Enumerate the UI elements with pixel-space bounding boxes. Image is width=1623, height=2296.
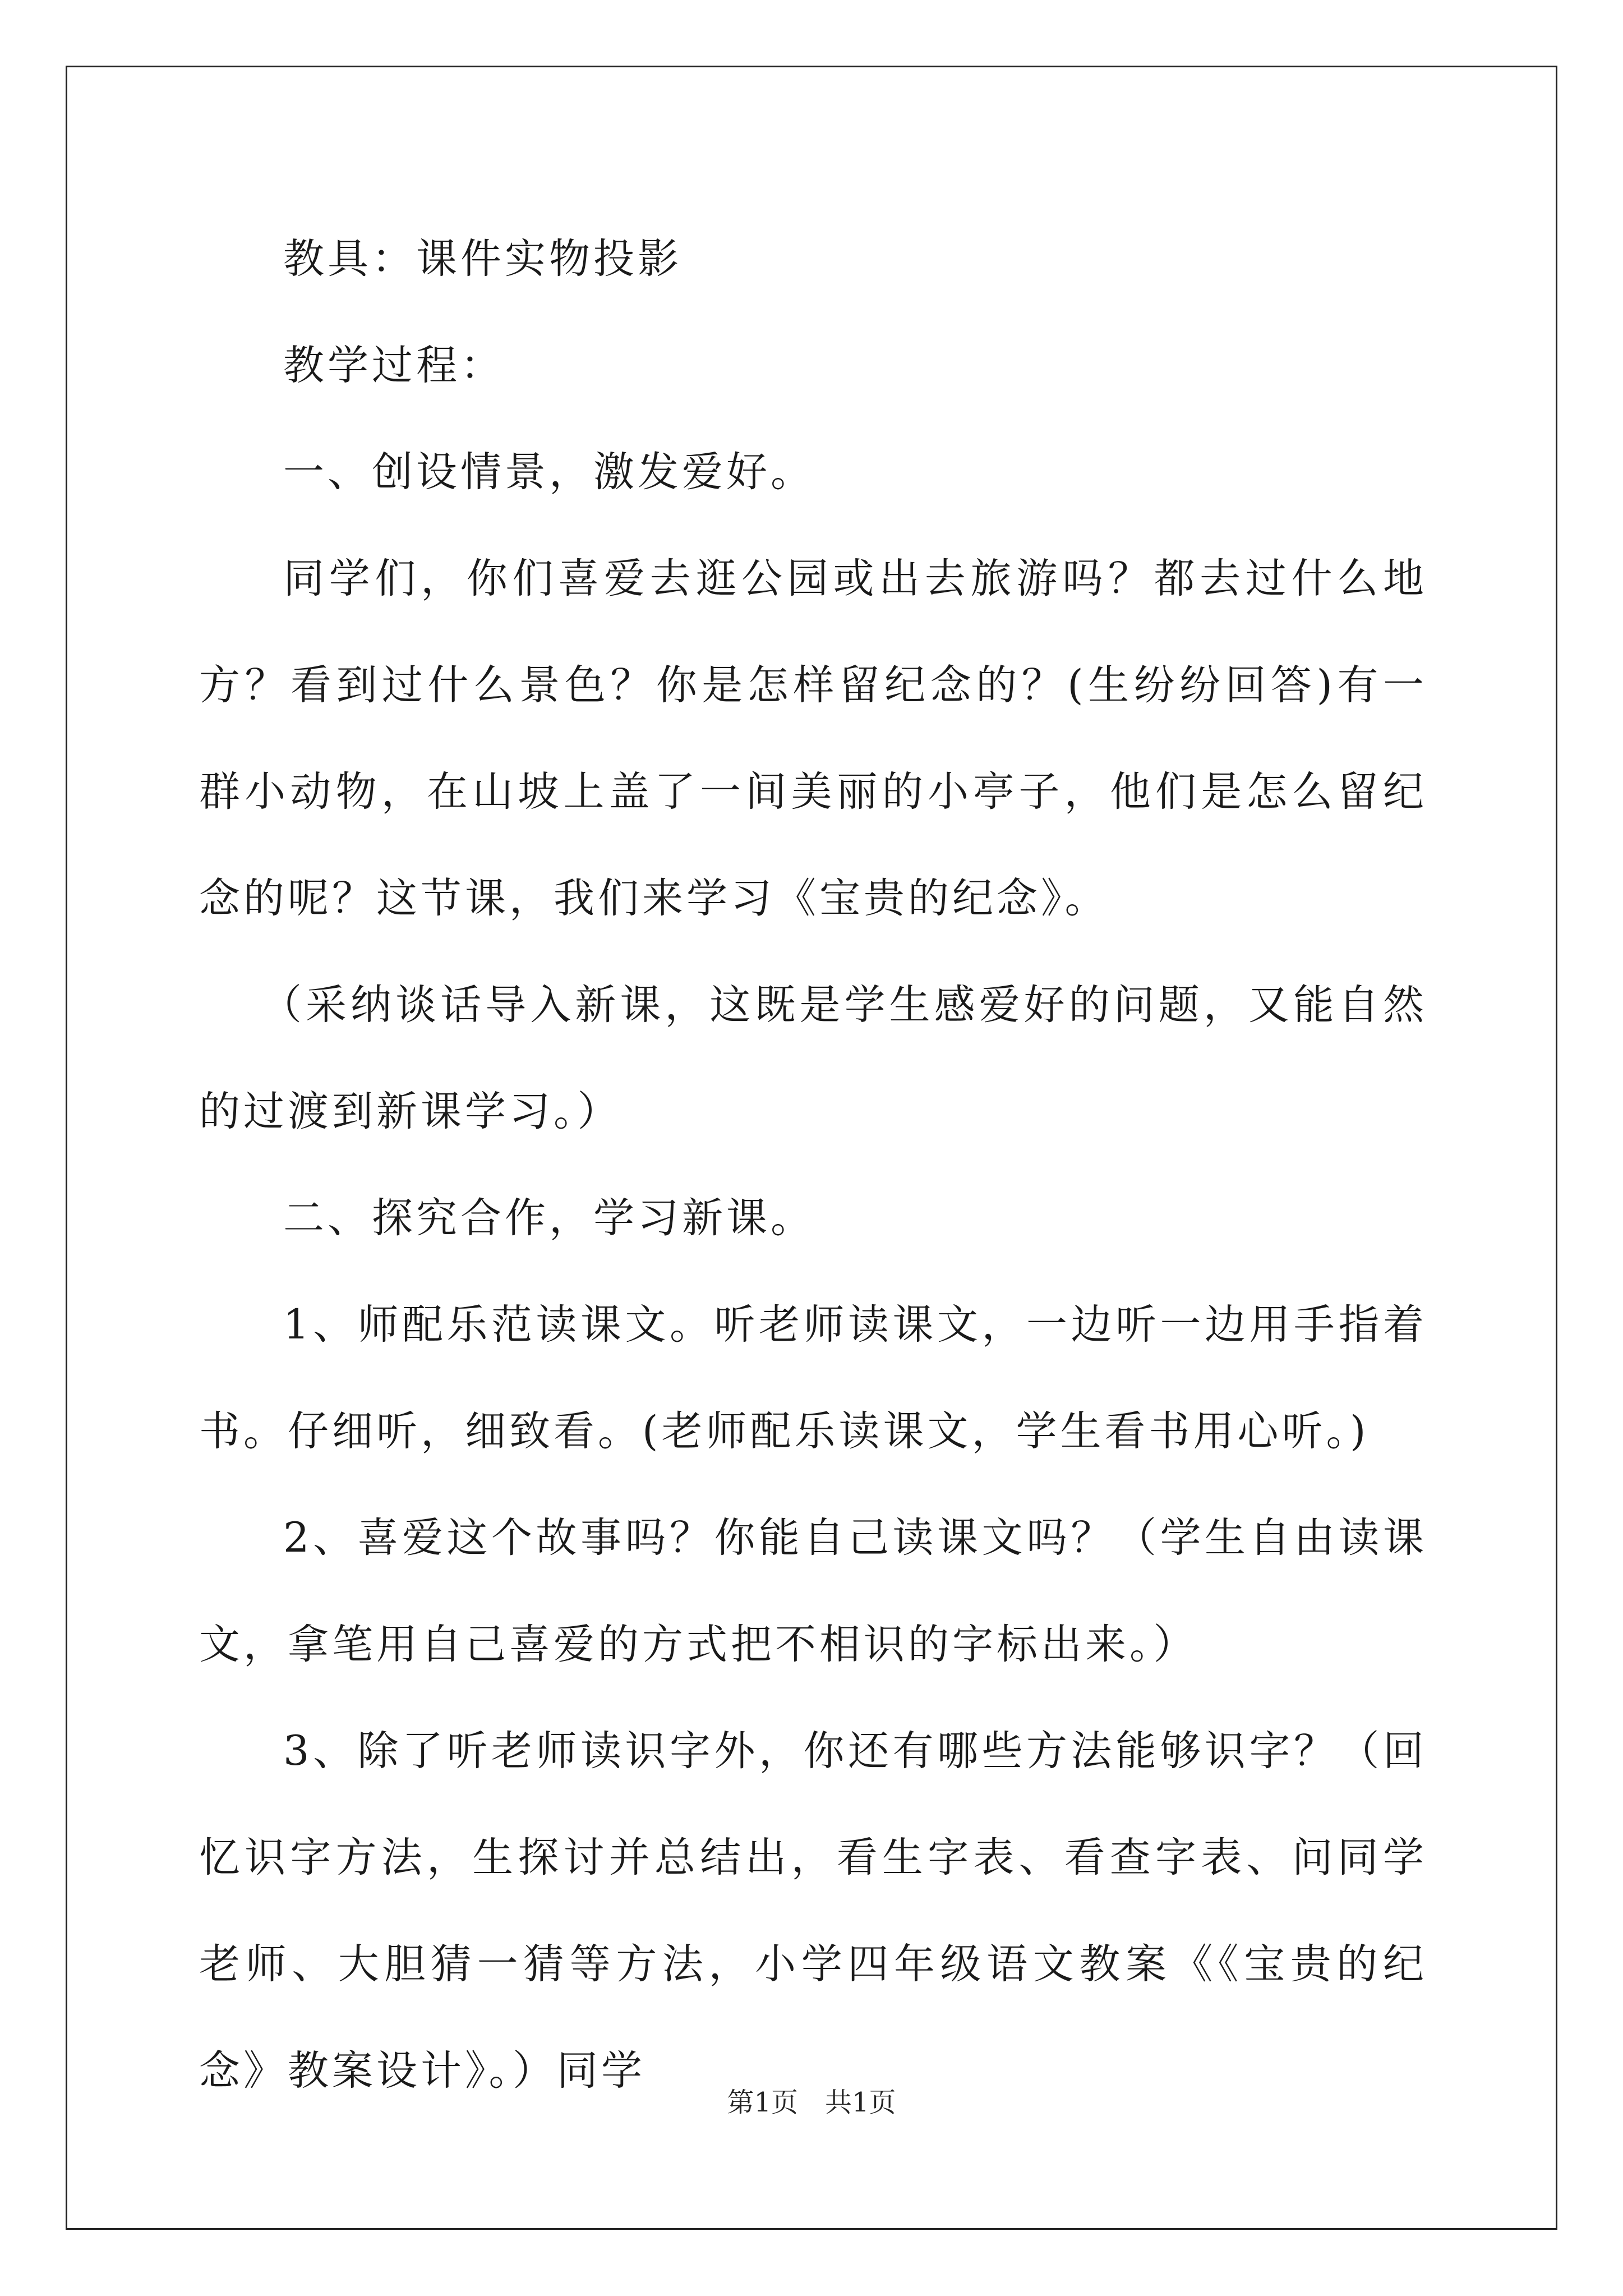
- paragraph-teaching-process: 教学过程：: [283, 342, 505, 389]
- paragraph-step-two: 2、喜爱这个故事吗？你能自己读课文吗？（学生自由读课文，拿笔用自己喜爱的方式把不相识的字标出来。）: [199, 1514, 1427, 1668]
- paragraph-step-one: 1、师配乐范读课文。听老师读课文，一边听一边用手指着书。仔细听，细致看。(老师配乐读课文，学生看书用心听。): [199, 1301, 1427, 1455]
- paragraph-section-two-heading: 二、探究合作，学习新课。: [283, 1194, 815, 1242]
- paragraph-step-three: 3、除了听老师读识字外，你还有哪些方法能够识字？（回忆识字方法，生探讨并总结出，看生字表、看查字表、问同学老师、大胆猜一猜等方法，小学四年级语文教案《《宝贵的纪念》教案设计》。）同学: [199, 1727, 1427, 2095]
- document-body: [199, 206, 1427, 2124]
- page-number-footer: 第1页 共1页: [727, 2087, 896, 2118]
- paragraph-section-one-heading: 一、创设情景，激发爱好。: [283, 448, 815, 496]
- paragraph-intro-note: （采纳谈话导入新课，这既是学生感爱好的问题，又能自然的过渡到新课学习。）: [199, 981, 1427, 1135]
- paragraph-intro-questions: 同学们，你们喜爱去逛公园或出去旅游吗？都去过什么地方？看到过什么景色？你是怎样留纪念的？(生纷纷回答)有一群小动物，在山坡上盖了一间美丽的小亭子，他们是怎么留纪念的呢？这节课，我们来学习《宝贵的纪念》。: [199, 555, 1427, 922]
- paragraph-teaching-aids: 教具：课件实物投影: [283, 235, 682, 283]
